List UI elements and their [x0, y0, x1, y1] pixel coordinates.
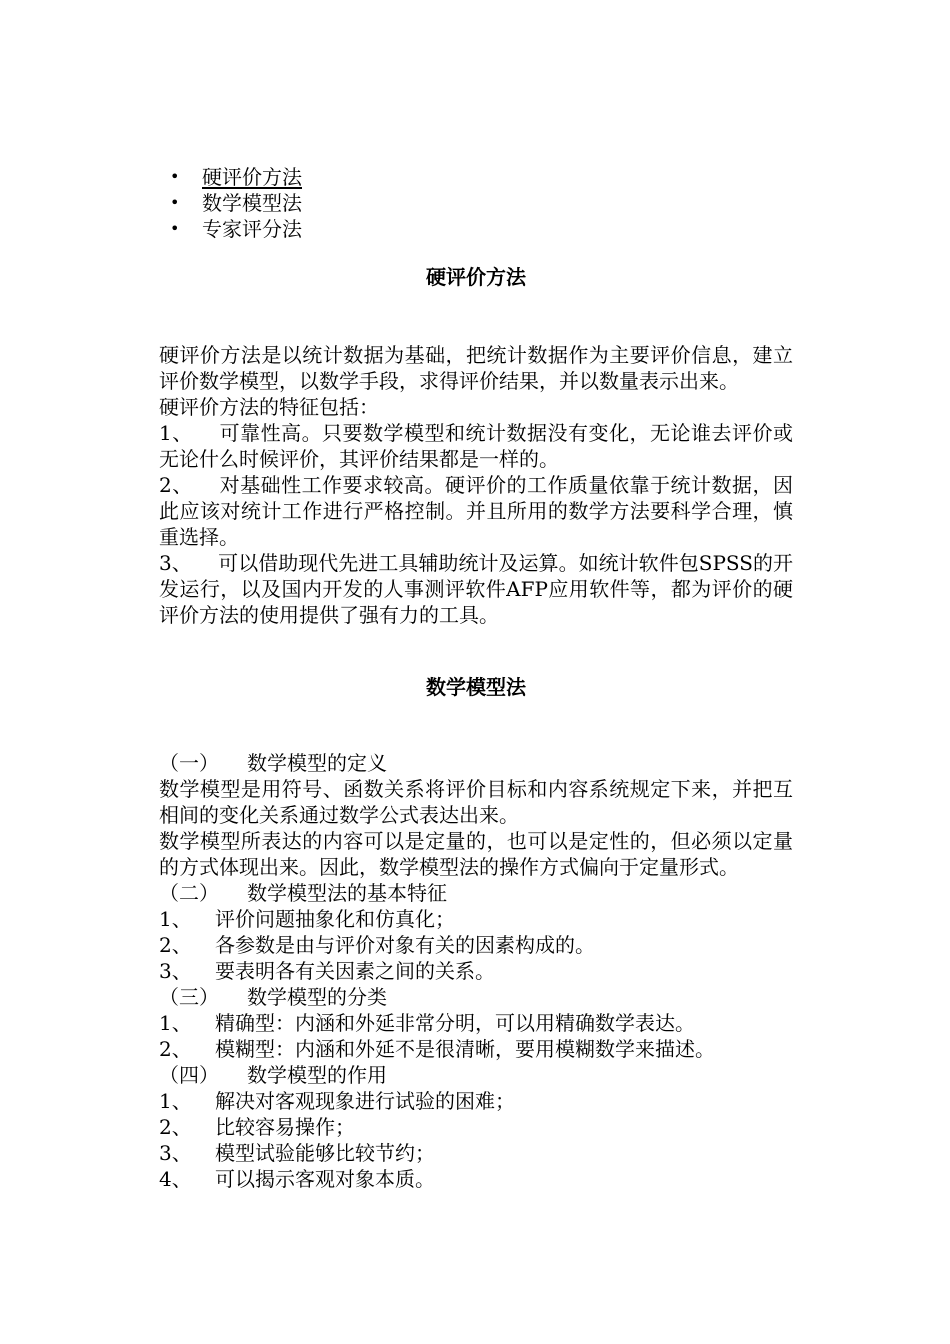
item-number: 3、: [159, 959, 192, 983]
role-item-3: [159, 1140, 793, 1166]
item-text: 对基础性工作要求较高。硬评价的工作质量依靠于统计数据，因此应该对统计工作进行严格控制。并且所用的数学方法要科学合理，慎重选择。: [159, 473, 793, 549]
role-item-1: [159, 1088, 793, 1114]
item-text: 解决对客观现象进行试验的困难；: [215, 1089, 515, 1113]
item-number: 1、: [159, 907, 192, 931]
section2-body: [159, 750, 793, 1192]
item-number: 1、: [159, 1089, 192, 1113]
toc-label-math-model: 数学模型法: [202, 191, 302, 215]
toc-item-hard-evaluation[interactable]: [170, 164, 302, 190]
definition-paragraph-2: 数学模型所表达的内容可以是定量的，也可以是定性的，但必须以定量的方式体现出来。因此，数学模型法的操作方式偏向于定量形式。: [159, 829, 793, 879]
section1-item-3: [159, 550, 793, 628]
subsection-title: 数学模型的定义: [247, 751, 387, 775]
subsection-label: （四）: [159, 1063, 219, 1087]
item-number: 4、: [159, 1167, 192, 1191]
section1-body: [159, 342, 793, 628]
item-number: 3、: [159, 1141, 192, 1165]
section2-title: 数学模型法: [426, 675, 526, 699]
item-number: 1、: [159, 1011, 192, 1035]
table-of-contents: [170, 164, 302, 242]
feature-item-3: [159, 958, 793, 984]
item-number: 3、: [159, 551, 192, 575]
item-text: 可以借助现代先进工具辅助统计及运算。如统计软件包SPSS的开发运行，以及国内开发的人事测评软件AFP应用软件等，都为评价的硬评价方法的使用提供了强有力的工具。: [159, 551, 793, 627]
subsection-role: [159, 1062, 793, 1088]
section1-feature-lead: 硬评价方法的特征包括：: [159, 395, 379, 419]
subsection-definition: [159, 750, 793, 776]
item-number: 2、: [159, 1115, 192, 1139]
item-text: 模型试验能够比较节约；: [215, 1141, 435, 1165]
subsection-label: （三）: [159, 985, 219, 1009]
section1-item-1: [159, 420, 793, 472]
item-text: 评价问题抽象化和仿真化；: [215, 907, 455, 931]
subsection-features: [159, 880, 793, 906]
item-number: 2、: [159, 933, 192, 957]
subsection-label: （二）: [159, 881, 219, 905]
item-text: 可靠性高。只要数学模型和统计数据没有变化，无论谁去评价或无论什么时候评价，其评价结果都是一样的。: [159, 421, 793, 471]
toc-link-hard-evaluation[interactable]: 硬评价方法: [202, 165, 302, 189]
subsection-title: 数学模型法的基本特征: [247, 881, 447, 905]
subsection-title: 数学模型的作用: [247, 1063, 387, 1087]
role-item-2: [159, 1114, 793, 1140]
item-number: 2、: [159, 473, 193, 497]
subsection-title: 数学模型的分类: [247, 985, 387, 1009]
item-text: 模糊型：内涵和外延不是很清晰，要用模糊数学来描述。: [215, 1037, 715, 1061]
subsection-label: （一）: [159, 751, 219, 775]
item-text: 精确型：内涵和外延非常分明，可以用精确数学表达。: [215, 1011, 695, 1035]
section1-intro: 硬评价方法是以统计数据为基础，把统计数据作为主要评价信息，建立评价数学模型，以数学手段，求得评价结果，并以数量表示出来。: [159, 343, 793, 393]
item-number: 2、: [159, 1037, 192, 1061]
item-text: 比较容易操作；: [215, 1115, 355, 1139]
classification-item-1: [159, 1010, 793, 1036]
feature-item-2: [159, 932, 793, 958]
item-text: 可以揭示客观对象本质。: [215, 1167, 435, 1191]
toc-item-math-model: [170, 190, 302, 216]
feature-item-1: [159, 906, 793, 932]
toc-item-expert-scoring: [170, 216, 302, 242]
definition-paragraph-1: 数学模型是用符号、函数关系将评价目标和内容系统规定下来，并把互相间的变化关系通过数学公式表达出来。: [159, 777, 793, 827]
classification-item-2: [159, 1036, 793, 1062]
role-item-4: [159, 1166, 793, 1192]
item-number: 1、: [159, 421, 193, 445]
item-text: 要表明各有关因素之间的关系。: [215, 959, 495, 983]
subsection-classification: [159, 984, 793, 1010]
toc-label-expert-scoring: 专家评分法: [202, 217, 302, 241]
section1-item-2: [159, 472, 793, 550]
item-text: 各参数是由与评价对象有关的因素构成的。: [215, 933, 595, 957]
section1-title: 硬评价方法: [426, 265, 526, 289]
